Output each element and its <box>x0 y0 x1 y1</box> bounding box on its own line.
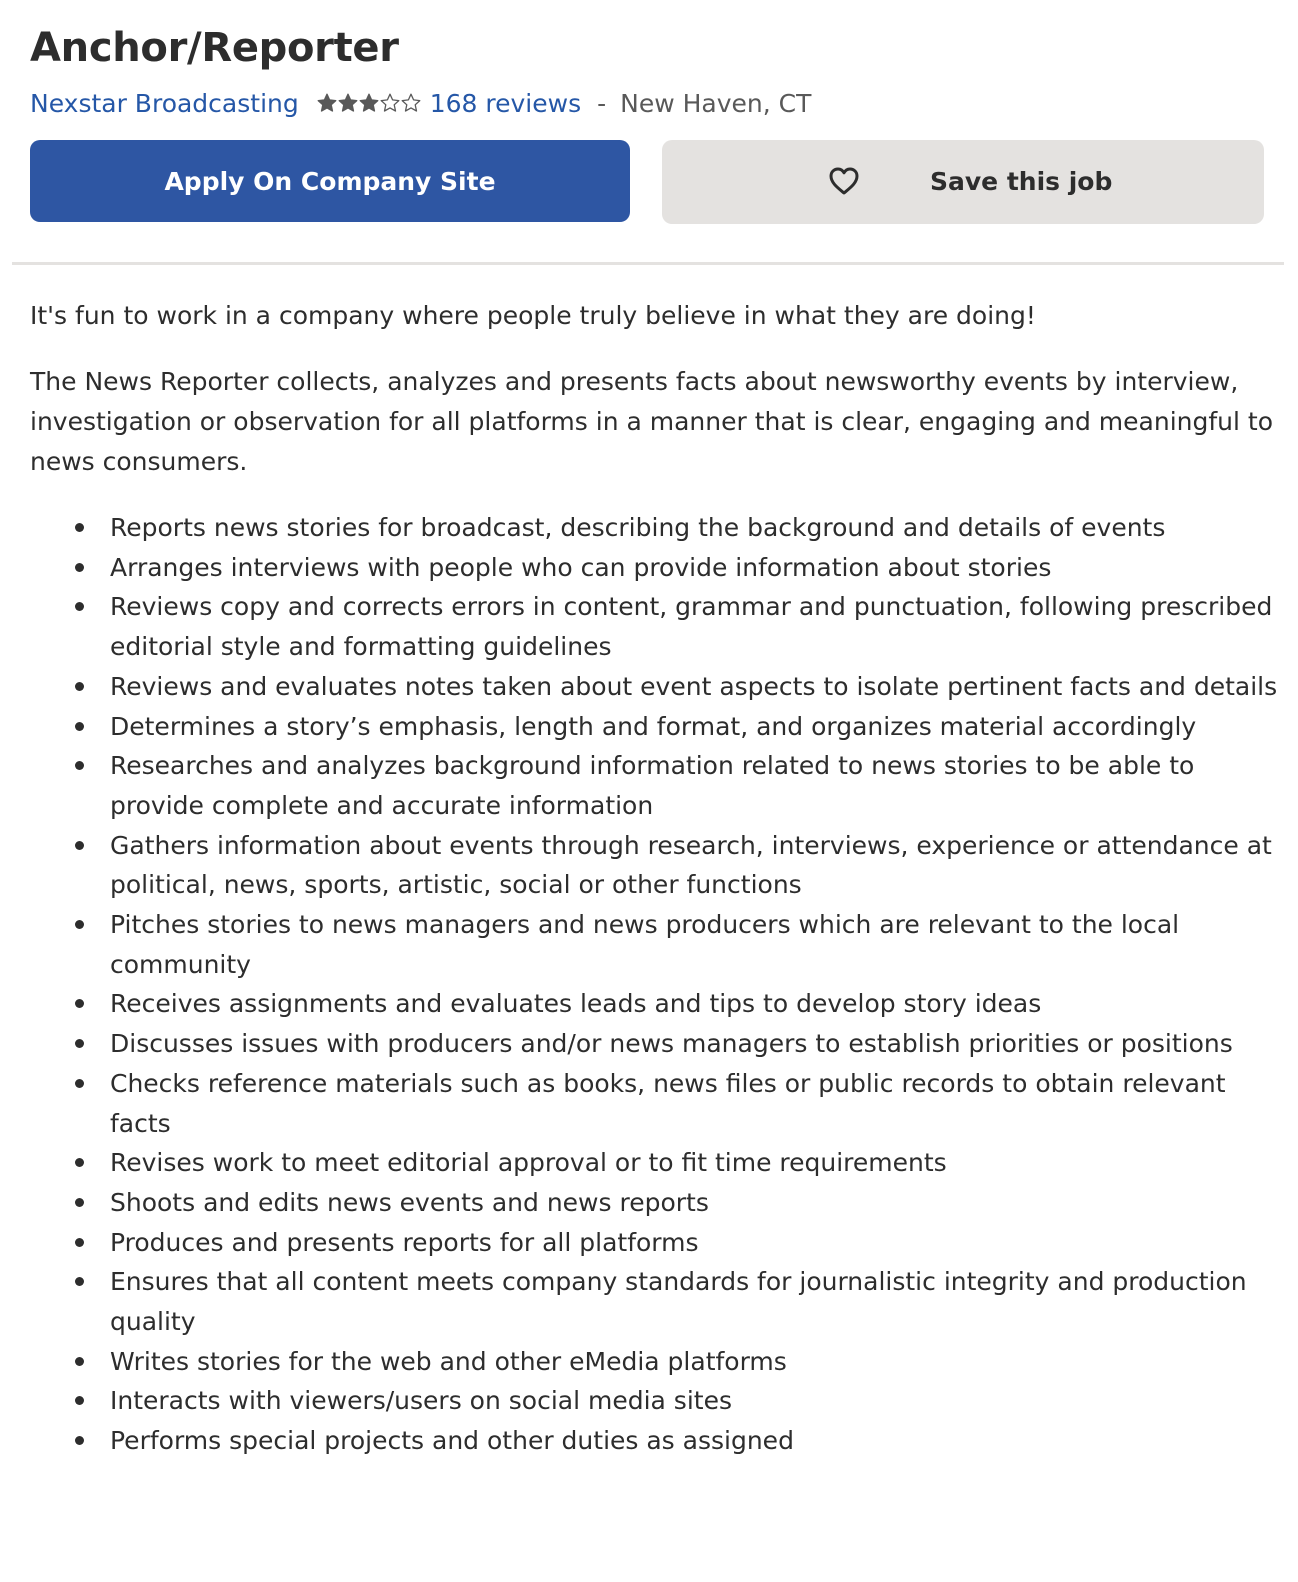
duty-list-item: Pitches stories to news managers and news producers which are relevant to the local community <box>30 905 1280 984</box>
meta-separator: - <box>597 88 607 118</box>
duty-list-item: Receives assignments and evaluates leads and tips to develop story ideas <box>30 984 1280 1024</box>
duty-list-item: Shoots and edits news events and news reports <box>30 1183 1280 1223</box>
header-divider <box>12 262 1284 265</box>
duty-list-item: Determines a story’s emphasis, length and format, and organizes material accordingly <box>30 707 1280 747</box>
star-empty-icon <box>401 93 421 113</box>
save-button-label: Save this job <box>930 167 1113 196</box>
description-summary: The News Reporter collects, analyzes and presents facts about newsworthy events by interview, investigation or observation for all platforms in a manner that is clear, engaging and meaningful to news consumers. <box>30 367 1273 476</box>
company-link[interactable]: Nexstar Broadcasting <box>30 88 299 118</box>
description-intro: It's fun to work in a company where people truly believe in what they are doing! <box>30 301 1036 330</box>
star-empty-icon <box>380 93 400 113</box>
reviews-link[interactable]: 168 reviews <box>429 88 582 118</box>
duty-list-item: Researches and analyzes background information related to news stories to be able to provide complete and accurate information <box>30 746 1280 825</box>
duty-list-item: Produces and presents reports for all platforms <box>30 1223 1280 1263</box>
duty-list-item: Checks reference materials such as books, news files or public records to obtain relevant facts <box>30 1064 1280 1143</box>
duty-list-item: Discusses issues with producers and/or news managers to establish priorities or positions <box>30 1024 1280 1064</box>
duties-list <box>30 508 1280 1461</box>
job-title: Anchor/Reporter <box>30 25 399 71</box>
duty-list-item: Revises work to meet editorial approval or to fit time requirements <box>30 1143 1280 1183</box>
duty-list-item: Gathers information about events through research, interviews, experience or attendance at political, news, sports, artistic, social or other functions <box>30 826 1280 905</box>
duty-list-item: Arranges interviews with people who can provide information about stories <box>30 548 1280 588</box>
job-meta-row <box>30 86 811 120</box>
duty-list-item: Ensures that all content meets company standards for journalistic integrity and production quality <box>30 1262 1280 1341</box>
duty-list-item: Reports news stories for broadcast, describing the background and details of events <box>30 508 1280 548</box>
apply-on-company-site-button[interactable] <box>30 140 630 222</box>
duty-list-item: Interacts with viewers/users on social media sites <box>30 1381 1280 1421</box>
duty-list-item: Writes stories for the web and other eMedia platforms <box>30 1342 1280 1382</box>
job-location: New Haven, CT <box>620 88 812 118</box>
save-job-button[interactable] <box>662 140 1264 224</box>
apply-button-label: Apply On Company Site <box>164 166 496 196</box>
job-description <box>30 296 1280 1461</box>
duty-list-item: Reviews copy and corrects errors in content, grammar and punctuation, following prescribed editorial style and formatting guidelines <box>30 587 1280 666</box>
duty-list-item: Performs special projects and other duties as assigned <box>30 1421 1280 1461</box>
star-filled-icon <box>359 93 379 113</box>
duty-list-item: Reviews and evaluates notes taken about event aspects to isolate pertinent facts and details <box>30 667 1280 707</box>
star-filled-icon <box>317 93 337 113</box>
star-rating[interactable] <box>317 93 422 113</box>
star-filled-icon <box>338 93 358 113</box>
heart-outline-icon <box>828 166 860 196</box>
